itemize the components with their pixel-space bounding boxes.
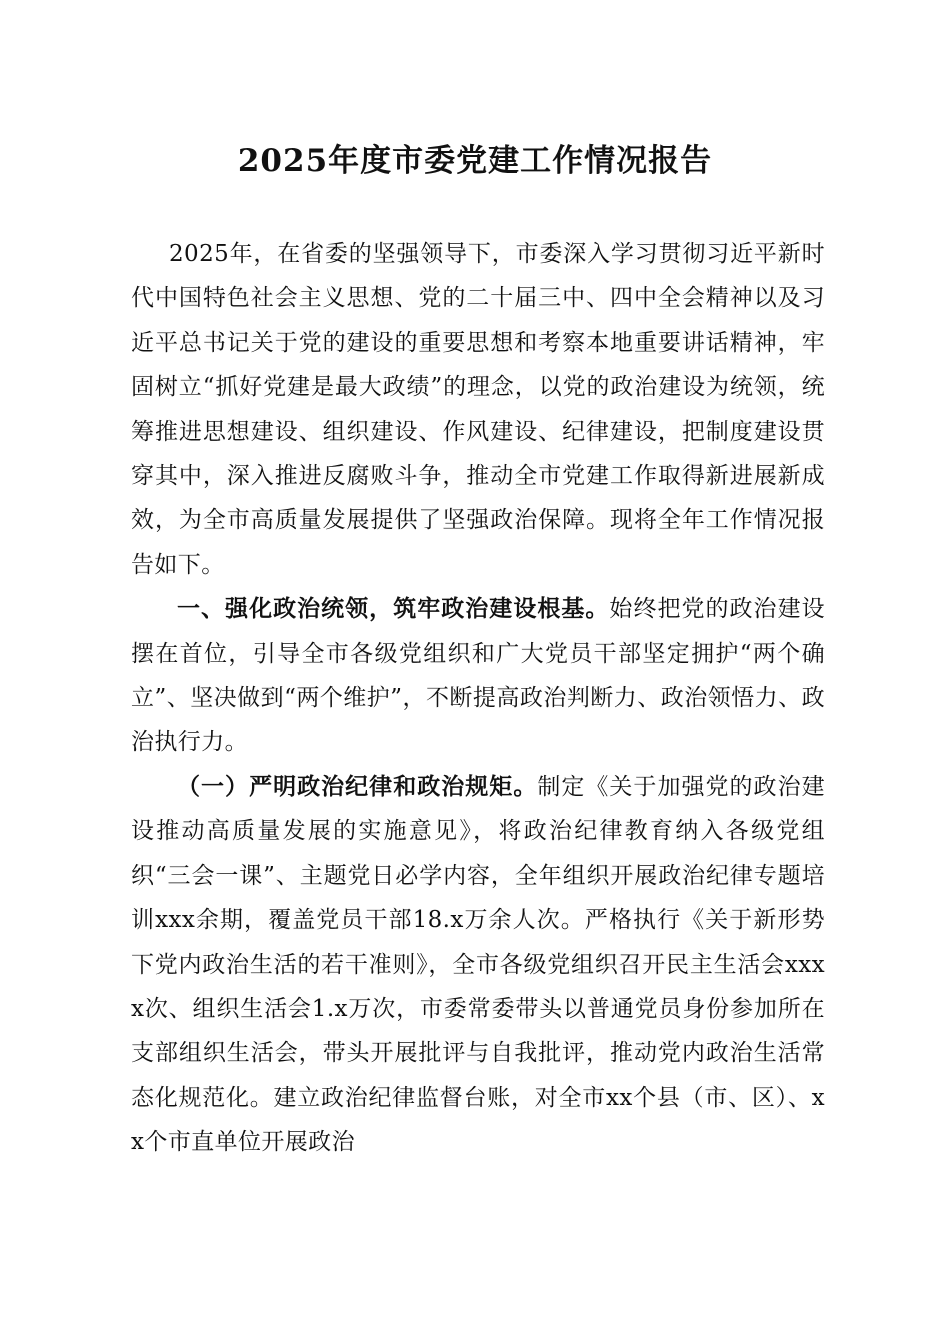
document-title: 2025年度市委党建工作情况报告 [237, 143, 713, 179]
intro-paragraph: 2025年，在省委的坚强领导下，市委深入学习贯彻习近平新时代中国特色社会主义思想、党的二十届三中、四中全会精神以及习近平总书记关于党的建设的重要思想和考察本地重要讲话精神，牢固树立“抓好党建是最大政绩”的理念，以党的政治建设为统领，统筹推进思想建设、组织建设、作风建设、纪律建设，把制度建设贯穿其中，深入推进反腐败斗争，推动全市党建工作取得新进展新成效，为全市高质量发展提供了坚强政治保障。现将全年工作情况报告如下。 [131, 241, 825, 578]
document-body [131, 232, 825, 1165]
subsection-1-heading: （一）严明政治纪律和政治规矩。 [177, 772, 538, 800]
section-1-paragraph [131, 587, 825, 765]
subsection-1-text: 制定《关于加强党的政治建设推动高质量发展的实施意见》，将政治纪律教育纳入各级党组织“三会一课”、主题党日必学内容，全年组织开展政治纪律专题培训xxx余期，覆盖党员干部18.x万余人次。严格执行《关于新形势下党内政治生活的若干准则》，全市各级党组织召开民主生活会xxxx次、组织生活会1.x万次，市委常委带头以普通党员身份参加所在支部组织生活会，带头开展批评与自我批评，推动党内政治生活常态化规范化。建立政治纪律监督台账，对全市xx个县（市、区）、xx个市直单位开展政治 [131, 773, 825, 1156]
section-1-heading: 一、强化政治统领，筑牢政治建设根基。 [177, 596, 610, 623]
subsection-1-paragraph [131, 765, 825, 1165]
section-1-text: 始终把党的政治建设摆在首位，引导全市各级党组织和广大党员干部坚定拥护“两个确立”、坚决做到“两个维护”，不断提高政治判断力、政治领悟力、政治执行力。 [131, 596, 826, 756]
